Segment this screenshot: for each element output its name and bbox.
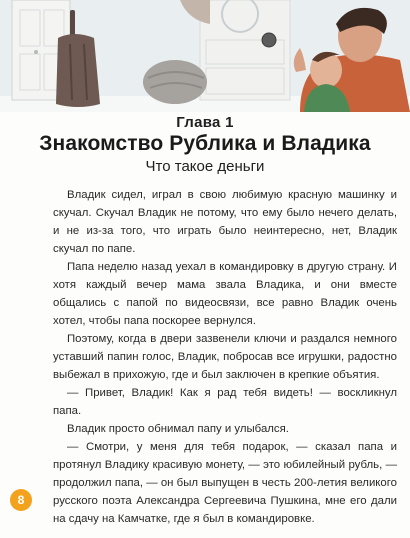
chapter-text (53, 186, 397, 528)
chapter-title: Знакомство Рублика и Владика (39, 132, 371, 155)
chapter-label: Глава 1 (176, 114, 234, 131)
paragraph: — Привет, Владик! Как я рад тебя видеть! — воскликнул папа. (53, 387, 397, 417)
door-knob (34, 50, 38, 54)
cabinet (200, 0, 290, 100)
paragraph: — Смотри, у меня для тебя подарок, — сказал папа и протянул Владику красивую монету, — это юбилейный рубль, — продолжил папа, — он был выпущен в честь 200-летия великого русского поэта Александра Сергеевича Пушкина, мне его дали на сдачу на Камчатке, где я был в командировке. (53, 441, 397, 525)
suitcase-handle (70, 10, 75, 36)
paragraph: Владик просто обнимал папу и улыбался. (67, 423, 289, 435)
page-number-badge: 8 (10, 489, 32, 511)
illustration-drawing (0, 0, 410, 112)
paragraph: Поэтому, когда в двери зазвенели ключи и раздался немного уставший папин голос, Владик, побросав все игрушки, радостно выбежал в прихожую, где и был заключен в крепкие объятия. (53, 333, 397, 381)
paragraph: Владик сидел, играл в свою любимую красную машинку и скучал. Скучал Владик не потому, что ему было нечего делать, и не из-за того, что играть было неинтересно, нет, Владик скучал по папе. (53, 189, 397, 255)
chapter-subtitle: Что такое деньги (145, 158, 265, 175)
chapter-illustration (0, 0, 410, 112)
coin (262, 33, 276, 47)
paragraph: Папа неделю назад уехал в командировку в другую страну. И хотя каждый вечер мама звала Владика, и они вместе общались с папой по видеосвязи, все равно Владик очень хотел, чтобы папа поскорее вернулся. (53, 261, 397, 327)
suitcase (56, 34, 100, 107)
